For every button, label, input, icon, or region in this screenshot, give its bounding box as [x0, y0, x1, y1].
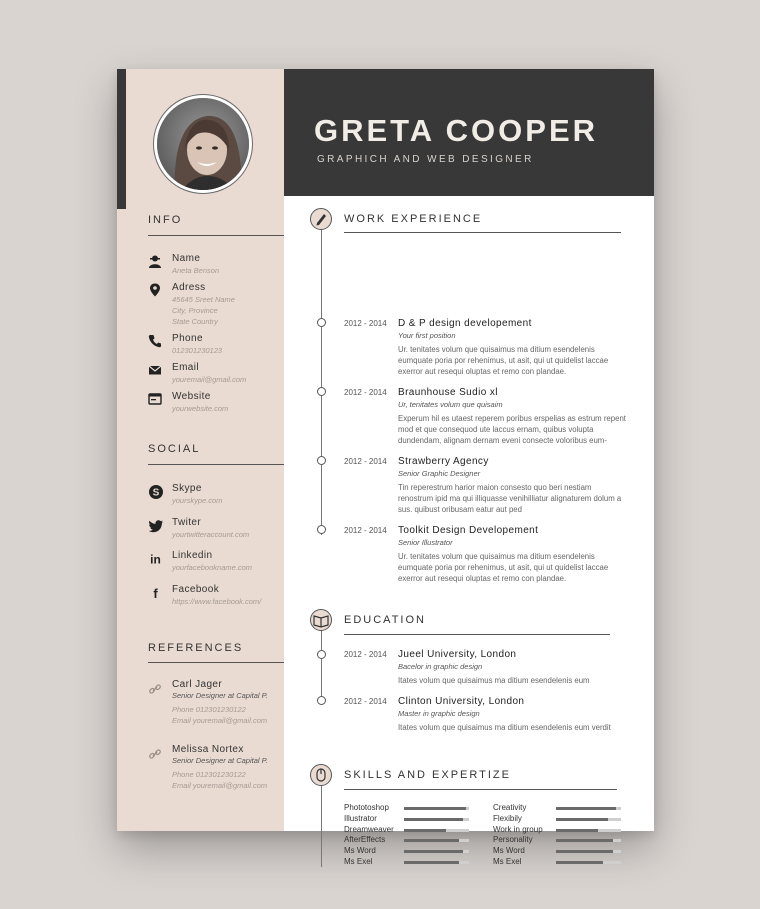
skill-row — [493, 857, 633, 868]
skill-name: Illustrator — [344, 813, 377, 823]
skill-name: Creativity — [493, 803, 527, 812]
main-content — [284, 196, 654, 866]
social-linkedin-label: Linkedin — [172, 550, 213, 561]
education-timeline — [321, 623, 322, 703]
info-divider — [148, 235, 284, 236]
reference-2-role: Senior Designer at Capital P. — [172, 756, 268, 765]
reference-1-name: Carl Jager — [172, 679, 223, 690]
social-twitter-label: Twiter — [172, 517, 202, 528]
skill-bar-fill — [556, 818, 608, 821]
info-phone-value: 012301230123 — [172, 346, 223, 355]
education-entry-description: Itates volum que quisaimus ma ditium esendelenis eum — [398, 676, 590, 685]
education-entry-subtitle: Bacelor in graphic design — [398, 662, 483, 671]
work-entry-subtitle: Your first position — [398, 331, 456, 340]
reference-1-email: Email youremail@gmail.com — [172, 716, 268, 725]
skill-row — [344, 846, 484, 857]
skill-bar-track — [556, 839, 621, 842]
skill-bar-track — [556, 861, 621, 864]
skills-divider — [344, 789, 617, 790]
reference-2-phone: Phone 012301230122 — [172, 770, 246, 779]
work-timeline — [321, 223, 322, 535]
skill-bar-track — [404, 850, 469, 853]
skill-row — [344, 825, 484, 836]
work-entry-description: Experum hil es utaest reperem poribus erspelias as estrum repent mod et que consequod ute laccus ernam, quibus volupta dundendam, alignam dernam eveni consecte voloribus eum- — [398, 414, 626, 445]
reference-2-email: Email youremail@gmail.com — [172, 781, 268, 790]
references-title: REFERENCES — [148, 642, 244, 654]
resume-page — [117, 69, 654, 866]
timeline-dot — [317, 387, 326, 396]
skill-name: Ms Exel — [344, 857, 373, 866]
skill-name: AfterEffects — [344, 835, 386, 845]
skill-bar-track — [404, 807, 469, 810]
education-entry-dates: 2012 - 2014 — [344, 650, 387, 659]
skill-bar-fill — [404, 850, 463, 853]
skype-icon — [148, 484, 164, 500]
skill-name: Dreamweaver — [344, 824, 394, 834]
header — [284, 69, 654, 196]
timeline-dot — [317, 456, 326, 465]
references-divider — [148, 662, 284, 663]
mouse-icon — [310, 764, 332, 786]
social-twitter-value: yourtwitteraccount.com — [172, 530, 250, 539]
info-title: INFO — [148, 214, 183, 226]
timeline-dot — [317, 650, 326, 659]
info-phone-label: Phone — [172, 333, 203, 344]
education-title: EDUCATION — [344, 614, 426, 626]
work-entry-title: Strawberry Agency — [398, 456, 489, 467]
info-name-value: Aneta Benson — [172, 266, 220, 275]
svg-text:f: f — [153, 586, 158, 600]
portrait-image — [157, 98, 252, 193]
job-title: GRAPHICH AND WEB DESIGNER — [317, 154, 534, 165]
book-icon — [310, 609, 332, 631]
skills-title: SKILLS AND EXPERTIZE — [344, 769, 511, 781]
reference-1-role: Senior Designer at Capital P. — [172, 691, 268, 700]
skill-row — [344, 803, 484, 814]
social-skype-label: Skype — [172, 483, 202, 494]
work-divider — [344, 232, 621, 233]
social-facebook-label: Facebook — [172, 584, 220, 595]
education-entry-title: Clinton University, London — [398, 696, 525, 707]
work-entry-subtitle: Senior Graphic Designer — [398, 469, 481, 478]
location-pin-icon — [148, 283, 162, 297]
work-experience-title: WORK EXPERIENCE — [344, 213, 483, 225]
skill-bar-track — [556, 807, 621, 810]
sidebar — [117, 69, 284, 831]
skill-row — [344, 814, 484, 825]
skill-bar-fill — [404, 807, 466, 810]
skill-row — [344, 835, 484, 846]
skill-bar-track — [404, 839, 469, 842]
social-linkedin-value: yourfacebookname.com — [172, 563, 253, 572]
skill-bar-fill — [404, 839, 459, 842]
work-entry-dates: 2012 - 2014 — [344, 388, 387, 397]
work-entry-title: Toolkit Design Developement — [398, 525, 539, 536]
skill-row — [493, 835, 633, 846]
skill-name: Ms Word — [344, 846, 376, 856]
education-entry-dates: 2012 - 2014 — [344, 697, 387, 706]
skill-bar-fill — [404, 861, 459, 864]
user-icon — [148, 254, 162, 268]
work-entry-dates: 2012 - 2014 — [344, 319, 387, 328]
social-title: SOCIAL — [148, 443, 201, 455]
work-entry-dates: 2012 - 2014 — [344, 526, 387, 535]
twitter-icon — [148, 518, 164, 534]
info-name-label: Name — [172, 253, 201, 264]
skill-bar-track — [404, 829, 469, 832]
skill-bar-fill — [404, 829, 446, 832]
facebook-icon — [148, 585, 163, 600]
skill-bar-fill — [556, 839, 613, 842]
skill-name: Ms Word — [493, 846, 525, 856]
social-skype-value: yourskype.com — [172, 496, 223, 505]
skill-name: Ms Exel — [493, 857, 522, 866]
work-entry-description: Ur. tenitates volum que quisaimus ma ditium esendelenis eumquate poria por rehenimus, ut asit, qui ut quidelist laccae exerror aut resequi oluptas et remo con plandae. — [398, 345, 609, 376]
timeline-dot — [317, 696, 326, 705]
skill-bar-fill — [556, 861, 603, 864]
work-entry-description: Tin reperestrum harior maion consesto quo beri nestiam renostrum ipid ma qui illiquasse venihilliatur alignaturem dolum a sus. quibust oribusam eatur aut ped — [398, 483, 622, 514]
skill-bar-fill — [556, 850, 613, 853]
email-icon — [148, 363, 162, 377]
work-entry-subtitle: Ur, tenitates volum que quisaim — [398, 400, 503, 409]
skill-row — [493, 803, 633, 814]
education-entry-description: Itates volum que quisaimus ma ditium esendelenis eum verdit — [398, 723, 611, 732]
skill-bar-fill — [556, 829, 598, 832]
skill-row — [344, 857, 484, 868]
skills-timeline — [321, 785, 322, 867]
skill-name: Work in group — [493, 824, 543, 834]
info-address-line-3: State Country — [172, 317, 218, 326]
skill-bar-fill — [404, 818, 463, 821]
link-icon — [148, 682, 162, 696]
info-email-label: Email — [172, 362, 200, 373]
link-icon — [148, 747, 162, 761]
skill-bar-track — [556, 850, 621, 853]
skill-name: Phototoshop — [344, 803, 389, 812]
timeline-dot — [317, 318, 326, 327]
social-divider — [148, 464, 284, 465]
skill-name: Flexibily — [493, 813, 522, 823]
work-entry-description: Ur. tenitates volum que quisaimus ma ditium esendelenis eumquate poria por rehenimus, ut asit, qui ut quidelist laccae exerror aut resequi oluptas et remo con plandae. — [398, 552, 609, 583]
svg-text:S: S — [152, 487, 160, 499]
reference-1-phone: Phone 012301230122 — [172, 705, 246, 714]
skill-bar-track — [404, 861, 469, 864]
skill-bar-track — [556, 818, 621, 821]
pen-icon — [310, 208, 332, 230]
svg-text:in: in — [150, 552, 161, 566]
work-entry-dates: 2012 - 2014 — [344, 457, 387, 466]
timeline-dot — [317, 525, 326, 534]
work-entry-subtitle: Senior Illustrator — [398, 538, 453, 547]
info-website-label: Website — [172, 391, 211, 402]
phone-icon — [148, 334, 162, 348]
skill-bar-track — [404, 818, 469, 821]
info-address-label: Adress — [172, 282, 206, 293]
skill-bar-fill — [556, 807, 616, 810]
linkedin-icon — [148, 551, 163, 566]
profile-photo — [154, 95, 252, 193]
skill-name: Personality — [493, 835, 533, 845]
skill-bar-track — [556, 829, 621, 832]
education-divider — [344, 634, 610, 635]
info-address-line-1: 45645 Sreet Name — [172, 295, 235, 304]
education-entry-subtitle: Master in graphic design — [398, 709, 480, 718]
work-entry-title: Braunhouse Sudio xl — [398, 387, 498, 398]
work-entry-title: D & P design developement — [398, 318, 532, 329]
website-icon — [148, 392, 162, 406]
skill-row — [493, 825, 633, 836]
skill-row — [493, 814, 633, 825]
info-address-line-2: City, Province — [172, 306, 218, 315]
skill-row — [493, 846, 633, 857]
education-entry-title: Jueel University, London — [398, 649, 517, 660]
reference-2-name: Melissa Nortex — [172, 744, 244, 755]
person-name: GRETA COOPER — [314, 113, 599, 148]
social-facebook-value: https://www.facebook.com/ — [172, 597, 262, 606]
info-website-value: yourwebsite.com — [172, 404, 229, 413]
info-email-value: youremail@gmail.com — [172, 375, 247, 384]
sidebar-top-strip — [117, 69, 126, 209]
